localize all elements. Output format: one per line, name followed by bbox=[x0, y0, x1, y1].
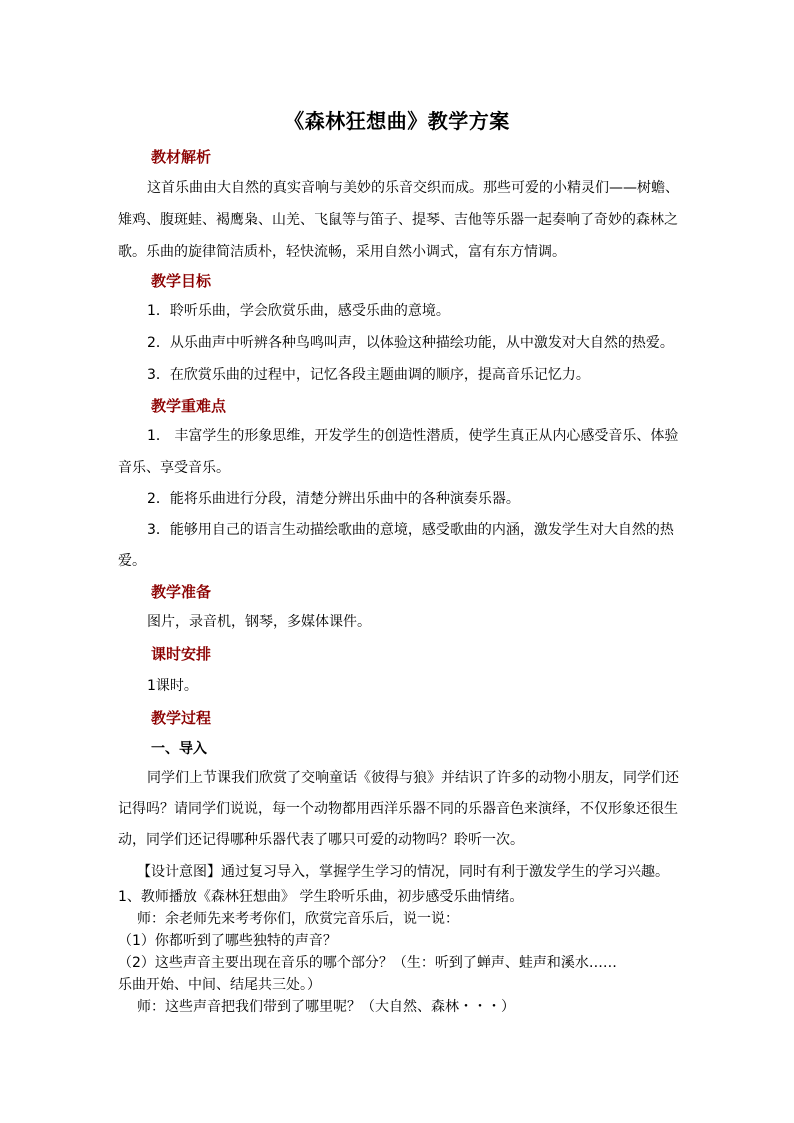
paragraph-line: 雉鸡、腹斑蛙、褐鹰枭、山羌、飞鼠等与笛子、提琴、吉他等乐器一起奏响了奇妙的森林之 bbox=[118, 212, 678, 228]
paragraph-line: 歌。乐曲的旋律简洁质朴，轻快流畅，采用自然小调式，富有东方情调。 bbox=[118, 244, 566, 260]
paragraph-line: 1课时。 bbox=[147, 678, 198, 694]
list-item: 1．聆听乐曲，学会欣赏乐曲，感受乐曲的意境。 bbox=[147, 303, 450, 319]
paragraph-line: 记得吗？请同学们说说，每一个动物都用西洋乐器不同的乐器音色来演绎，不仅形象还很生 bbox=[118, 801, 678, 817]
paragraph-line: 3．能够用自己的语言生动描绘歌曲的意境，感受歌曲的内涵，激发学生对大自然的热 bbox=[147, 522, 674, 538]
paragraph-line: 动，同学们还记得哪种乐器代表了哪只可爱的动物吗？聆听一次。 bbox=[118, 832, 524, 848]
design-intent-line: 【设计意图】通过复习导入，掌握学生学习的情况，同时有利于激发学生的学习兴趣。 bbox=[137, 864, 669, 880]
section-heading-process: 教学过程 bbox=[151, 709, 212, 727]
section-heading-analysis: 教材解析 bbox=[151, 148, 212, 166]
paragraph-line: （2）这些声音主要出现在音乐的哪个部分？（生：听到了蝉声、蛙声和溪水…… bbox=[118, 955, 617, 971]
list-item: 3．在欣赏乐曲的过程中，记忆各段主题曲调的顺序，提高音乐记忆力。 bbox=[147, 367, 590, 383]
paragraph-line: 师：余老师先来考考你们，欣赏完音乐后，说一说： bbox=[137, 911, 459, 927]
paragraph-line: 2．能将乐曲进行分段，清楚分辨出乐曲中的各种演奏乐器。 bbox=[147, 491, 520, 507]
list-item: 2．从乐曲声中听辨各种鸟鸣叫声，以体验这种描绘功能，从中激发对大自然的热爱。 bbox=[147, 335, 674, 351]
paragraph-line: 1． 丰富学生的形象思维，开发学生的创造性潜质，使学生真正从内心感受音乐、体验 bbox=[147, 428, 679, 444]
paragraph-line: 这首乐曲由大自然的真实音响与美妙的乐音交织而成。那些可爱的小精灵们——树蟾、 bbox=[147, 180, 679, 196]
section-heading-prep: 教学准备 bbox=[151, 583, 212, 601]
paragraph-line: 图片，录音机，钢琴，多媒体课件。 bbox=[147, 614, 371, 630]
paragraph-line: 乐曲开始、中间、结尾共三处。） bbox=[118, 977, 321, 993]
section-heading-hours: 课时安排 bbox=[151, 645, 212, 663]
paragraph-line: 1、教师播放《森林狂想曲》 学生聆听乐曲，初步感受乐曲情绪。 bbox=[118, 889, 524, 905]
document-title: 《森林狂想曲》教学方案 bbox=[284, 109, 510, 133]
paragraph-line: 同学们上节课我们欣赏了交响童话《彼得与狼》并结识了许多的动物小朋友，同学们还 bbox=[147, 770, 679, 786]
section-heading-keypoints: 教学重难点 bbox=[151, 397, 227, 415]
paragraph-line: （1）你都听到了哪些独特的声音？ bbox=[118, 933, 337, 949]
section-heading-goals: 教学目标 bbox=[151, 272, 212, 290]
subheading-intro: 一、导入 bbox=[151, 741, 207, 757]
paragraph-line: 爱。 bbox=[118, 553, 146, 569]
paragraph-line: 师：这些声音把我们带到了哪里呢？（大自然、森林・・・） bbox=[137, 999, 515, 1015]
paragraph-line: 音乐、享受音乐。 bbox=[118, 460, 230, 476]
